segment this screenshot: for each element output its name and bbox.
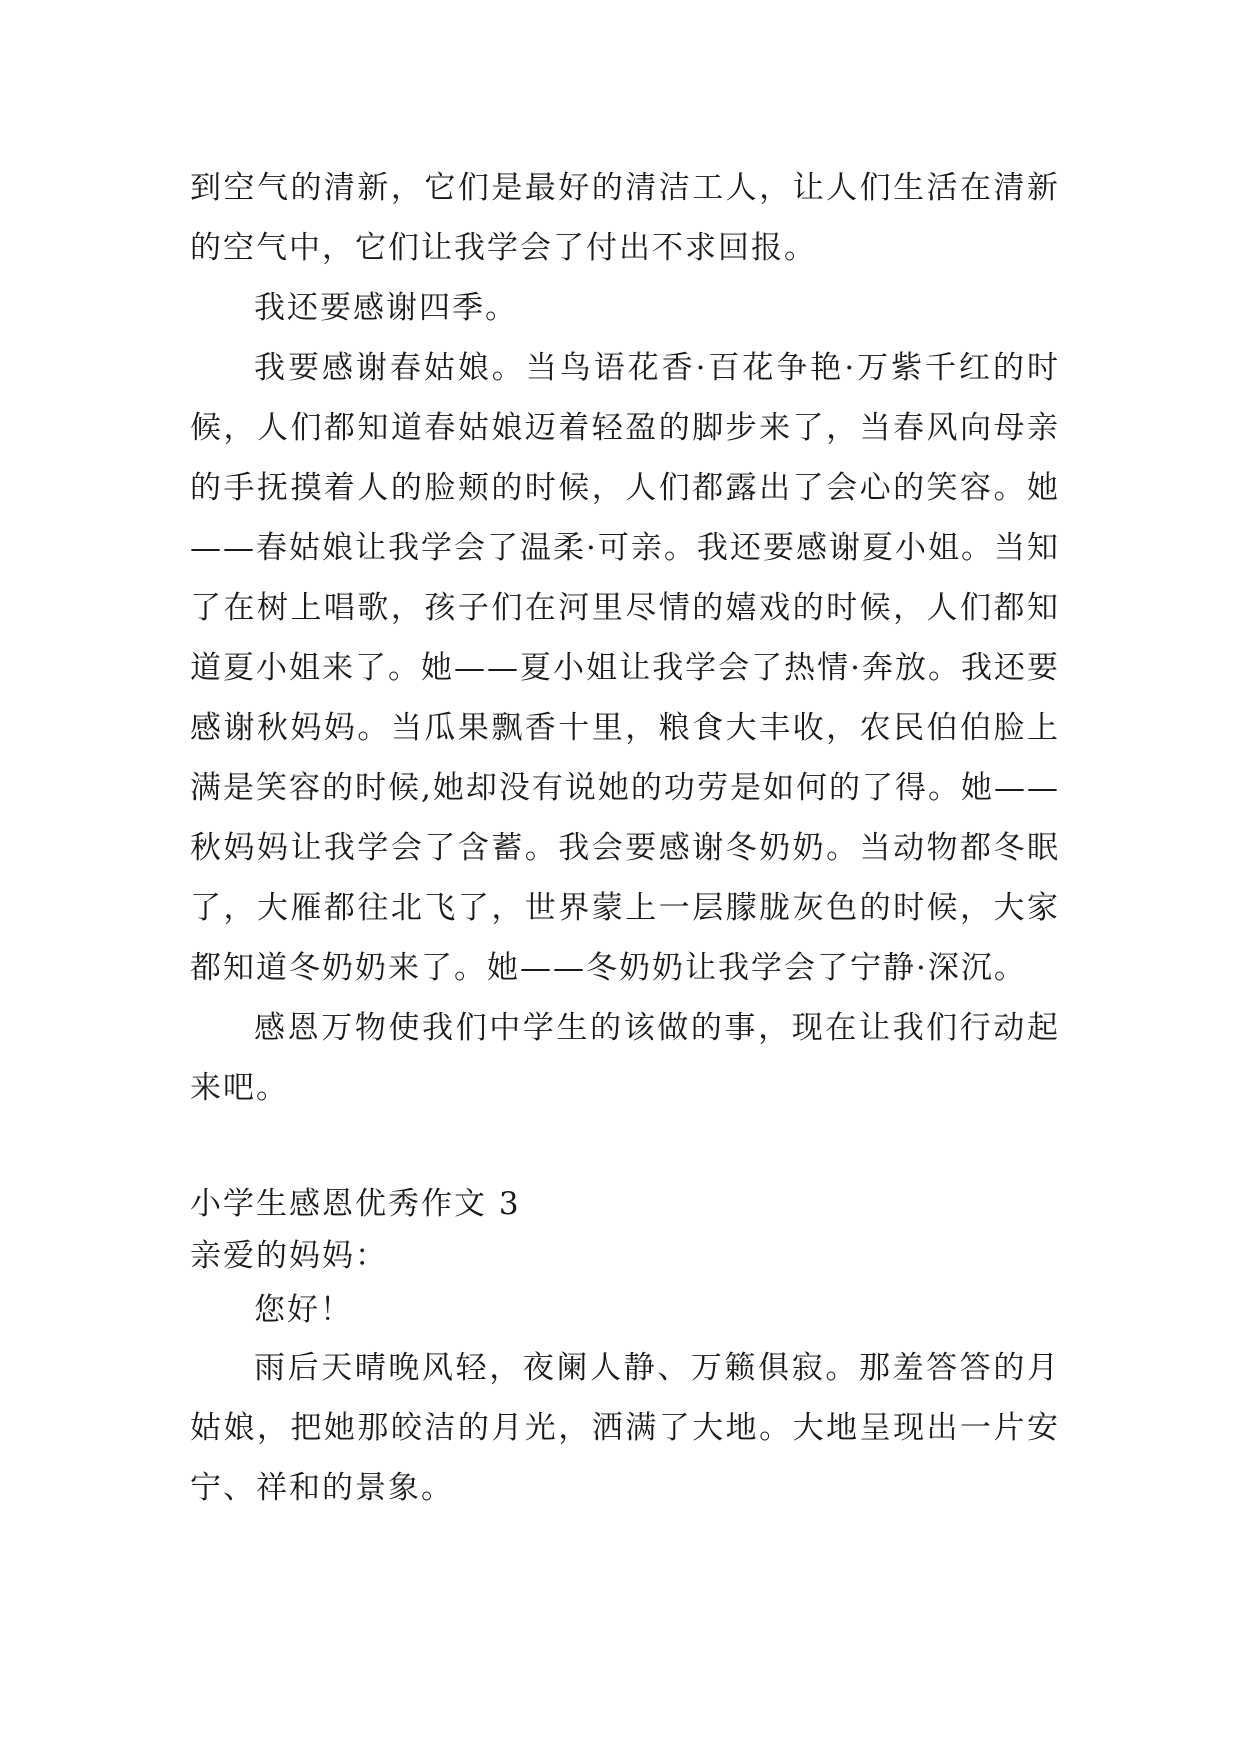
paragraph-conclusion: 感恩万物使我们中学生的该做的事，现在让我们行动起来吧。 <box>190 1010 1060 1106</box>
paragraph-thank-seasons: 我还要感谢四季。 <box>254 290 518 326</box>
letter-salutation: 亲爱的妈妈： <box>190 1238 388 1274</box>
letter-greeting: 您好！ <box>254 1292 353 1328</box>
paragraph-continuation: 到空气的清新，它们是最好的清洁工人，让人们生活在清新的空气中，它们让我学会了付出不求回报。 <box>190 170 1060 266</box>
section-gap <box>190 1118 1060 1178</box>
paragraph-four-seasons: 我要感谢春姑娘。当鸟语花香·百花争艳·万紫千红的时候，人们都知道春姑娘迈着轻盈的脚步来了，当春风向母亲的手抚摸着人的脸颊的时候，人们都露出了会心的笑容。她——春姑娘让我学会了温柔·可亲。我还要感谢夏小姐。当知了在树上唱歌，孩子们在河里尽情的嬉戏的时候，人们都知道夏小姐来了。她——夏小姐让我学会了热情·奔放。我还要感谢秋妈妈。当瓜果飘香十里，粮食大丰收，农民伯伯脸上满是笑容的时候,她却没有说她的功劳是如何的了得。她——秋妈妈让我学会了含蓄。我会要感谢冬奶奶。当动物都冬眠了，大雁都往北飞了，世界蒙上一层朦胧灰色的时候，大家都知道冬奶奶来了。她——冬奶奶让我学会了宁静·深沉。 <box>190 350 1060 986</box>
paragraph-moonlight: 雨后天晴晚风轻，夜阑人静、万籁俱寂。那羞答答的月姑娘，把她那皎洁的月光，洒满了大地。大地呈现出一片安宁、祥和的景象。 <box>190 1350 1060 1506</box>
essay-title: 小学生感恩优秀作文 3 <box>190 1186 521 1222</box>
document-page <box>190 158 1060 1518</box>
